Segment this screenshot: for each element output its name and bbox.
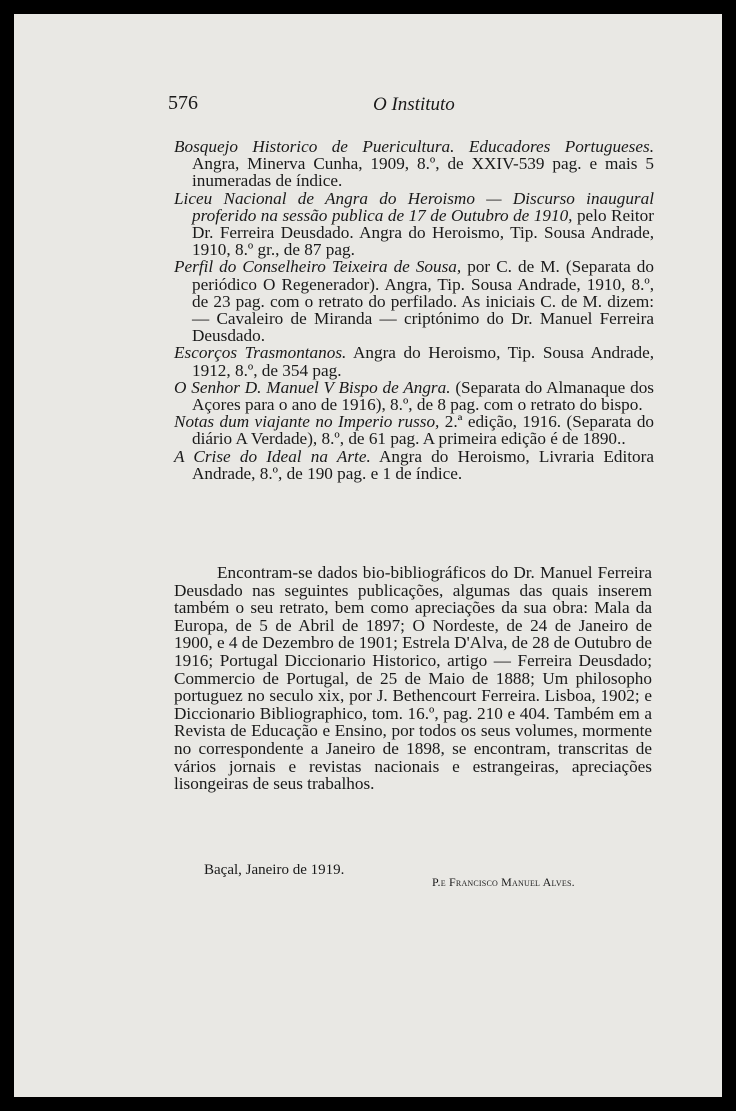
entry-title: A Crise do Ideal na Arte. (174, 446, 371, 466)
entry-title: Bosquejo Historico de Puericultura. Educadores Portugueses. (174, 137, 654, 156)
entry-details: Angra do Heroismo, Tip. Sousa Andrade, 1912, 8.º, de 354 pag. (192, 343, 654, 380)
entry-title: Liceu Nacional de Angra do Heroismo — Discurso inaugural proferido na sessão publica de 17 de Outubro de 1910, (174, 188, 654, 225)
paragraph-text: Encontram-se dados bio-bibliográficos do Dr. Manuel Ferreira Deusdado nas seguintes publicações, algumas das quais inserem também o seu retrato, bem como apreciações da sua obra: Mala da Europa, de 5 de Abril de 1897; O Nordeste, de 24 de Janeiro de 1900, e 4 de Dezembro de 1901; Estrela D'Alva, de 28 de Outubro de 1916; Portugal Diccionario Historico, artigo — Ferreira Deusdado; Commercio de Portugal, de 25 de Maio de 1888; Um philosopho portuguez no seculo xix, por J. Bethencourt Ferreira. Lisboa, 1902; e Diccionario Bibliographico, tom. 16.º, pag. 210 e 404. Também em a Revista de Educação e Ensino, por todos os seus volumes, mormente no correspondente a Janeiro de 1898, se encontram, transcritas de vários jornais e revistas nacionais e estrangeiras, apreciações lisongeiras de seus trabalhos. (174, 563, 653, 794)
entry-details: 2.ª edição, 1916. (Separata do diário A Verdade), 8.º, de 61 pag. A primeira edição é de 1890.. (192, 412, 655, 449)
document-page (14, 14, 722, 1097)
page-header (168, 92, 662, 122)
entry-details: por C. de M. (Separata do periódico O Regenerador). Angra, Tip. Sousa Andrade, 1910, 8.º, de 23 pag. com o retrato do perfilado. As iniciais C. de M. dizem: — Cavaleiro de Miranda — criptónimo do Dr. Manuel Ferreira Deusdado. (192, 257, 654, 346)
bibliography-entry (174, 379, 654, 413)
entry-details: Angra, Minerva Cunha, 1909, 8.º, de XXIV-539 pag. e mais 5 inumeradas de índice. (192, 154, 654, 191)
bibliography-entry (174, 190, 654, 259)
entry-details: (Separata do Almanaque dos Açores para o ano de 1916), 8.º, de 8 pag. com o retrato do bispo. (192, 377, 654, 415)
entry-title: Escorços Trasmontanos. (174, 343, 347, 363)
entry-details: pelo Reitor Dr. Ferreira Deusdado. Angra do Heroismo, Tip. Sousa Andrade, 1910, 8.º gr., de 87 pag. (192, 205, 654, 260)
entry-title: Perfil do Conselheiro Teixeira de Sousa, (174, 257, 462, 277)
bibliography-entry (174, 138, 654, 190)
dateline: Baçal, Janeiro de 1919. (204, 862, 345, 878)
bibliography-entry (174, 344, 654, 378)
body-paragraph (174, 564, 652, 793)
author-signature: P.e Francisco Manuel Alves. (432, 875, 575, 889)
page-number: 576 (168, 92, 198, 114)
bibliography-entry (174, 258, 654, 344)
running-title: O Instituto (373, 94, 455, 115)
bibliography-entry (174, 448, 654, 482)
bibliography-entry (174, 413, 654, 447)
bibliography-list (174, 138, 654, 482)
entry-details: Angra do Heroismo, Livraria Editora Andrade, 8.º, de 190 pag. e 1 de índice. (192, 446, 654, 483)
entry-title: Notas dum viajante no Imperio russo, (174, 412, 440, 432)
entry-title: O Senhor D. Manuel V Bispo de Angra. (174, 377, 451, 397)
